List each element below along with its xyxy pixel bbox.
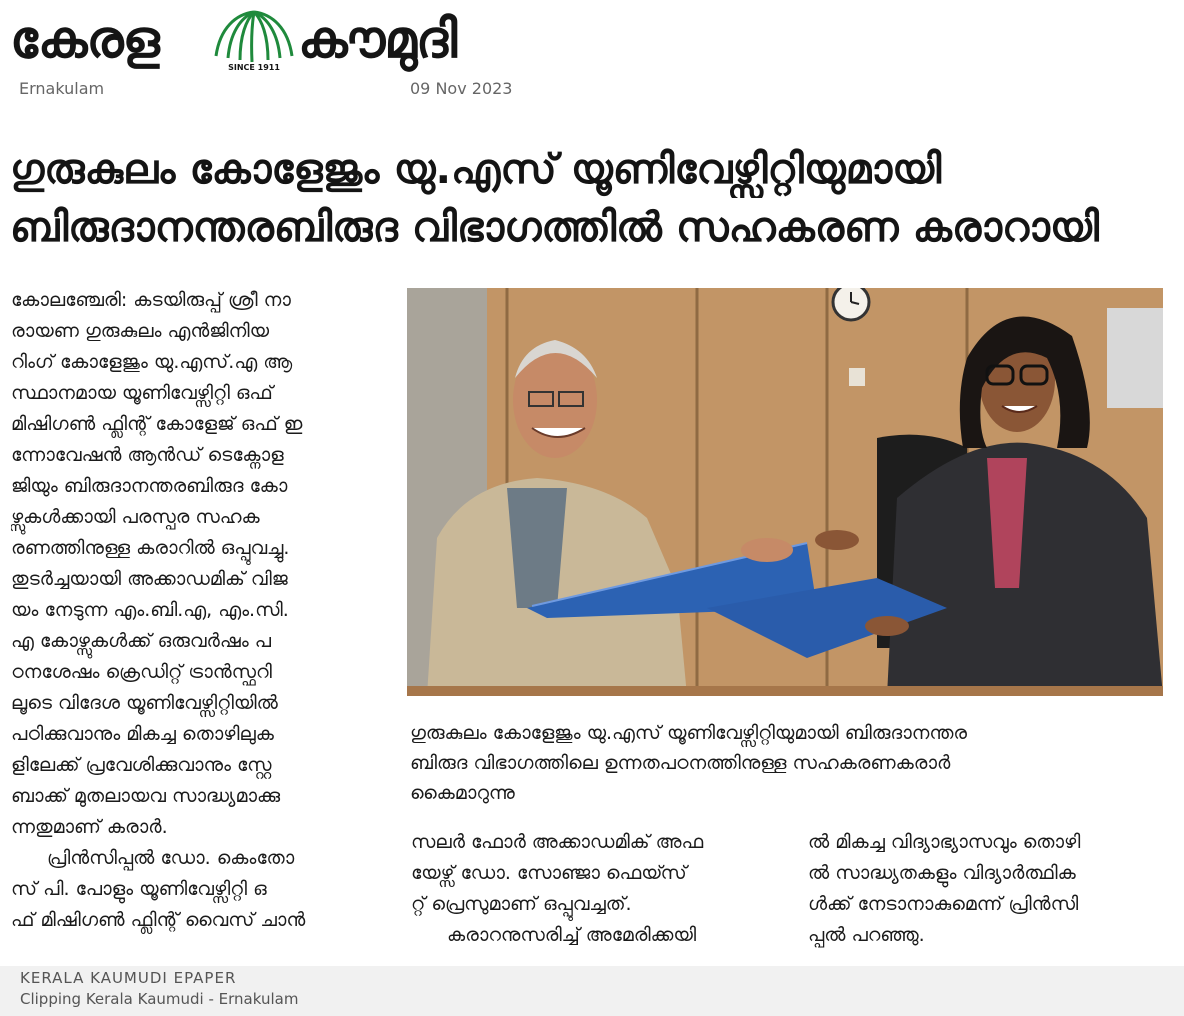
text-line: പഠിക്കുവാനും മികച്ച തൊഴിലുക (11, 723, 274, 745)
text-line: ഠനശേഷം ക്രെഡിറ്റ് ട്രാൻസ്ഫറി (11, 661, 272, 683)
text-line: പ്രിൻസിപ്പൽ ഡോ. കെംതോ (47, 847, 295, 869)
text-line: മിഷിഗൺ ഫ്ലിന്റ് കോളേജ് ഒഫ് ഇ (11, 413, 303, 435)
text-line: സ്ഥാനമായ യൂണിവേഴ്സിറ്റി ഒഫ് (11, 382, 273, 404)
caption-line: ഗുരുകുലം കോളേജും യു.എസ് യൂണിവേഴ്സിറ്റിയുമായി ബിരുദാനന്തര (410, 722, 968, 744)
publication-date: 09 Nov 2023 (410, 79, 513, 98)
photo-caption (410, 718, 1162, 808)
headline (10, 140, 1170, 256)
text-line: റ്റ് പ്രെസുമാണ് ഒപ്പുവച്ചത്. (411, 893, 632, 915)
edition-label: Ernakulam (19, 79, 105, 98)
text-line: സലർ ഫോർ അക്കാഡമിക് അഫ (411, 831, 704, 853)
brand-name-right: കൗമുദി (298, 10, 457, 70)
text-line: രായണ ഗുരുകുലം എൻജിനിയ (11, 320, 270, 342)
text-line: കരാറനുസരിച്ച് അമേരിക്കയി (447, 924, 697, 946)
headline-line-1: ഗുരുകുലം കോളേജും യു.എസ് യൂണിവേഴ്സിറ്റിയുമായി (10, 145, 942, 193)
headline-line-2: ബിരുദാനന്തരബിരുദ വിഭാഗത്തിൽ സഹകരണ കരാറായി (10, 203, 1100, 251)
text-line: ലൂടെ വിദേശ യൂണിവേഴ്സിറ്റിയിൽ (11, 692, 278, 714)
text-line: യം നേടുന്ന എം.ബി.എ, എം.സി. (11, 599, 289, 621)
footer-bar (0, 966, 1184, 1016)
text-line: യേഴ്സ് ഡോ. സോഞ്ജാ ഫെയ്സ് (411, 862, 687, 884)
since-label: SINCE 1911 (228, 63, 280, 72)
text-line: റിംഗ് കോളേജും യു.എസ്.എ ആ (11, 351, 293, 373)
masthead (0, 0, 1184, 104)
article-column-3 (808, 827, 1168, 951)
text-line: ൽ മികച്ച വിദ്യാഭ്യാസവും തൊഴി (808, 831, 1081, 853)
text-line: എ കോഴ്സുകൾക്ക് ഒരുവർഷം പ (11, 630, 271, 652)
footer-subtitle: Clipping Kerala Kaumudi - Ernakulam (20, 990, 299, 1008)
text-line: ബാക്ക് മുതലായവ സാദ്ധ്യമാക്കു (11, 785, 281, 807)
news-photo (407, 288, 1163, 696)
text-line: ന്നതുമാണ് കരാർ. (11, 816, 168, 838)
text-line: പ്പൽ പറഞ്ഞു. (808, 924, 925, 946)
text-line: ന്നോവേഷൻ ആൻഡ് ടെക്നോള (11, 444, 284, 466)
text-line: ജിയും ബിരുദാനന്തരബിരുദ കോ (11, 475, 288, 497)
footer-title: KERALA KAUMUDI EPAPER (20, 969, 237, 987)
text-line: രണത്തിനുള്ള കരാറിൽ ഒപ്പുവച്ചു. (11, 537, 290, 559)
caption-line: ബിരുദ വിഭാഗത്തിലെ ഉന്നതപഠനത്തിനുള്ള സഹകരണകരാർ (410, 752, 951, 774)
text-line: ൾക്ക് നേടാനാകുമെന്ന് പ്രിൻസി (808, 893, 1079, 915)
brand-name-left: കേരള (10, 10, 159, 70)
text-line: ഫ് മിഷിഗൺ ഫ്ലിന്റ് വൈസ് ചാൻ (11, 909, 306, 931)
text-line: ളിലേക്ക് പ്രവേശിക്കുവാനും സ്റ്റേ (11, 754, 272, 776)
text-line: തുടർച്ചയായി അക്കാഡമിക് വിജ (11, 568, 288, 590)
article-column-2 (411, 827, 771, 951)
text-line: കോലഞ്ചേരി: കടയിരുപ്പ് ശ്രീ നാ (11, 289, 291, 311)
text-line: സ് പി. പോളും യൂണിവേഴ്സിറ്റി ഒ (11, 878, 267, 900)
article-column-1 (11, 285, 371, 936)
caption-line: കൈമാറുന്നു (410, 782, 515, 804)
text-line: ഴ്സുകൾക്കായി പരസ്പര സഹക (11, 506, 260, 528)
text-line: ൽ സാദ്ധ്യതകളും വിദ്യാർത്ഥിക (808, 862, 1076, 884)
